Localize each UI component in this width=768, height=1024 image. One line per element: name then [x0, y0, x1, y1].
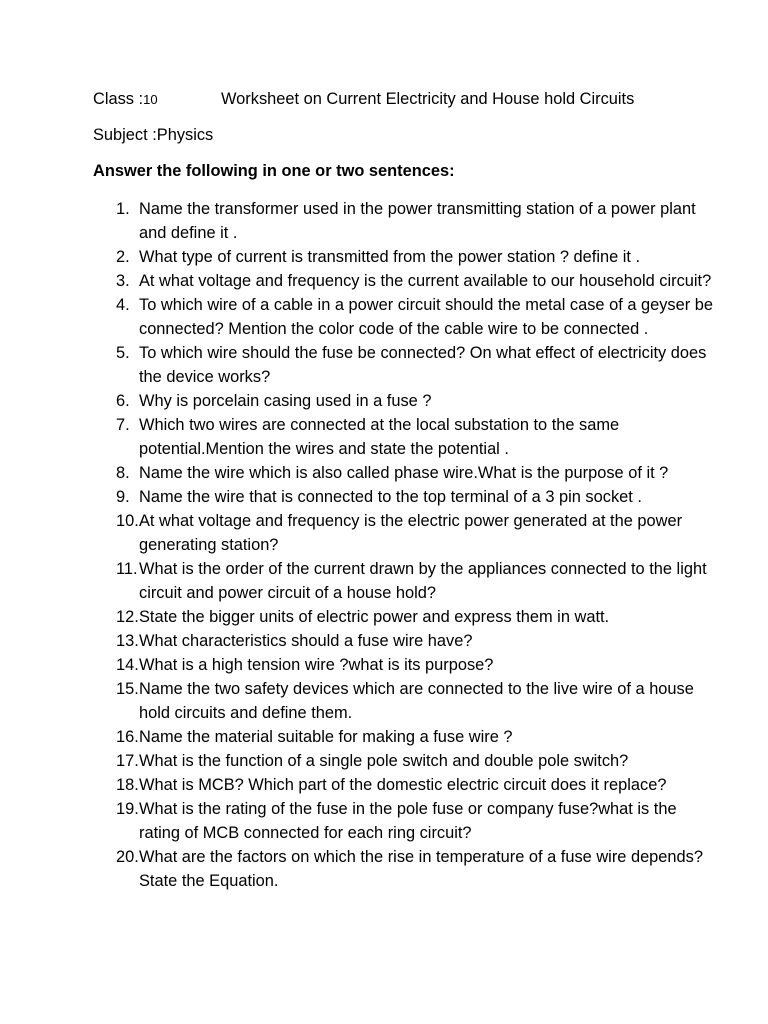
question-text: Name the two safety devices which are connected to the live wire of a house hold circuits and define them.: [139, 680, 694, 722]
question-number: 12.: [116, 608, 139, 626]
question-text: Name the material suitable for making a fuse wire ?: [139, 728, 513, 746]
question-number: 3.: [116, 272, 130, 290]
question-text: What is the function of a single pole switch and double pole switch?: [139, 752, 629, 770]
class-label-text: Class :: [93, 90, 144, 108]
question-list: [0, 197, 768, 893]
question-number: 7.: [116, 416, 130, 434]
question-number: 5.: [116, 344, 130, 362]
question-text: What characteristics should a fuse wire have?: [139, 632, 473, 650]
question-number: 15.: [116, 680, 139, 698]
question-item: [0, 653, 768, 677]
question-text: To which wire of a cable in a power circuit should the metal case of a geyser be connected? Mention the color code of the cable wire to be connected .: [139, 296, 713, 338]
question-number: 14.: [116, 656, 139, 674]
question-number: 11.: [116, 560, 138, 578]
question-item: [0, 749, 768, 773]
question-text: What is the order of the current drawn by the appliances connected to the light circuit and power circuit of a house hold?: [139, 560, 707, 602]
question-number: 18.: [116, 776, 139, 794]
question-text: At what voltage and frequency is the electric power generated at the power generating station?: [139, 512, 683, 554]
question-text: Name the wire which is also called phase wire.What is the purpose of it ?: [139, 464, 669, 482]
worksheet-title: Worksheet on Current Electricity and House hold Circuits: [221, 90, 635, 108]
question-item: [0, 269, 768, 293]
question-item: [0, 773, 768, 797]
question-number: 10.: [116, 512, 139, 530]
question-number: 9.: [116, 488, 130, 506]
question-number: 19.: [116, 800, 139, 818]
question-number: 1.: [116, 200, 130, 218]
question-item: [0, 629, 768, 653]
question-text: What is the rating of the fuse in the pole fuse or company fuse?what is the rating of MCB connected for each ring circuit?: [139, 800, 677, 842]
question-number: 20.: [116, 848, 139, 866]
question-text: State the bigger units of electric power and express them in watt.: [139, 608, 610, 626]
question-item: [0, 461, 768, 485]
question-item: [0, 245, 768, 269]
question-item: [0, 845, 768, 893]
question-item: [0, 341, 768, 389]
question-item: [0, 509, 768, 557]
question-text: Name the wire that is connected to the top terminal of a 3 pin socket .: [139, 488, 642, 506]
class-label: [93, 88, 158, 111]
instruction-heading: Answer the following in one or two sentences:: [93, 162, 455, 180]
question-item: [0, 389, 768, 413]
question-number: 2.: [116, 248, 130, 266]
question-item: [0, 725, 768, 749]
class-value: 10: [143, 92, 158, 107]
question-item: [0, 485, 768, 509]
question-text: What are the factors on which the rise in temperature of a fuse wire depends? State the Equation.: [139, 848, 703, 890]
question-number: 16.: [116, 728, 139, 746]
question-number: 8.: [116, 464, 130, 482]
question-text: To which wire should the fuse be connected? On what effect of electricity does the device works?: [139, 344, 707, 386]
question-item: [0, 413, 768, 461]
question-item: [0, 293, 768, 341]
subject-label: Subject :Physics: [93, 126, 214, 144]
question-item: [0, 197, 768, 245]
question-number: 4.: [116, 296, 130, 314]
question-text: Which two wires are connected at the local substation to the same potential.Mention the wires and state the potential .: [139, 416, 620, 458]
question-text: Why is porcelain casing used in a fuse ?: [139, 392, 432, 410]
question-item: [0, 557, 768, 605]
question-number: 17.: [116, 752, 139, 770]
question-text: What type of current is transmitted from the power station ? define it .: [139, 248, 641, 266]
question-item: [0, 797, 768, 845]
question-text: At what voltage and frequency is the current available to our household circuit?: [139, 272, 712, 290]
question-text: What is a high tension wire ?what is its purpose?: [139, 656, 494, 674]
question-text: What is MCB? Which part of the domestic electric circuit does it replace?: [139, 776, 667, 794]
question-item: [0, 605, 768, 629]
question-item: [0, 677, 768, 725]
question-text: Name the transformer used in the power transmitting station of a power plant and define it .: [139, 200, 696, 242]
question-number: 13.: [116, 632, 139, 650]
question-number: 6.: [116, 392, 130, 410]
